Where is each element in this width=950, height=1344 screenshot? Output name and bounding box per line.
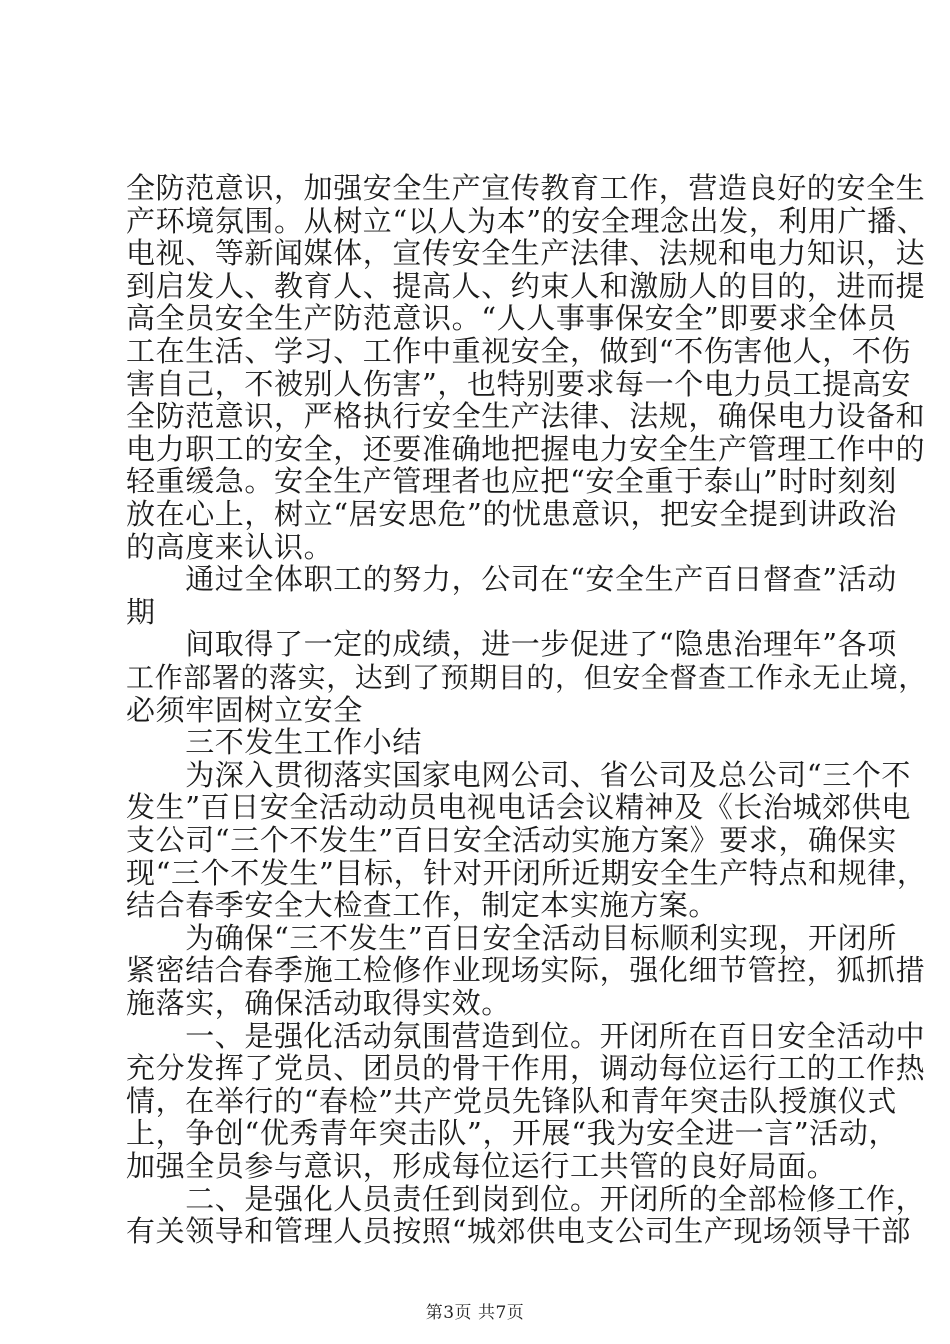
text-line: 放在心上，树立“居安思危”的忧患意识，把安全提到讲政治 [126, 497, 897, 531]
text-line: 电力职工的安全，还要准确地把握电力安全生产管理工作中的 [126, 431, 926, 466]
text-line: 产环境氛围。从树立“以人为本”的安全理念出发，利用广播、 [126, 203, 927, 238]
text-line: 全防范意识，加强安全生产宣传教育工作，营造良好的安全生 [126, 171, 926, 205]
text-line: 有关领导和管理人员按照“城郊供电支公司生产现场领导干部 [126, 1214, 912, 1249]
text-line: 害自己，不被别人伤害”，也特别要求每一个电力员工提高安 [126, 366, 912, 401]
text-line: 上，争创“优秀青年突击队”，开展“我为安全进一言”活动， [126, 1116, 899, 1151]
text-line: 全防范意识，严格执行安全生产法律、法规，确保电力设备和 [126, 399, 926, 434]
text-line: 电视、等新闻媒体，宣传安全生产法律、法规和电力知识，达 [126, 236, 926, 271]
text-line: 一、是强化活动氛围营造到位。开闭所在百日安全活动中 [126, 1018, 926, 1053]
text-line: 轻重缓急。安全生产管理者也应把“安全重于泰山”时时刻刻 [126, 464, 897, 499]
text-line: 为深入贯彻落实国家电网公司、省公司及总公司“三个不 [126, 757, 912, 792]
text-line: 施落实，确保活动取得实效。 [126, 986, 511, 1020]
text-line: 为确保“三不发生”百日安全活动目标顺利实现，开闭所 [126, 920, 897, 955]
page-footer: 第3页 共7页 [425, 1303, 525, 1323]
text-line: 加强全员参与意识，形成每位运行工共管的良好局面。 [126, 1149, 837, 1183]
text-line: 工作部署的落实，达到了预期目的，但安全督查工作永无止境， [126, 661, 927, 694]
text-line: 工在生活、学习、工作中重视安全，做到“不伤害他人，不伤 [126, 334, 912, 368]
text-line: 间取得了一定的成绩，进一步促进了“隐患治理年”各项 [126, 627, 897, 662]
text-line: 三不发生工作小结 [126, 725, 423, 760]
text-line: 发生”百日安全活动动员电视电话会议精神及《长治城郊供电 [126, 790, 912, 825]
text-line: 充分发挥了党员、团员的骨干作用，调动每位运行工的工作热 [126, 1051, 926, 1086]
text-line: 紧密结合春季施工检修作业现场实际，强化细节管控，狐抓措 [126, 953, 926, 988]
text-line: 的高度来认识。 [126, 529, 334, 564]
text-line: 情，在举行的“春检”共产党员先锋队和青年突击队授旗仪式 [126, 1083, 897, 1118]
text-line: 结合春季安全大检查工作，制定本实施方案。 [126, 888, 719, 923]
text-line: 二、是强化人员责任到岗到位。开闭所的全部检修工作， [126, 1181, 926, 1216]
text-line: 到启发人、教育人、提高人、约束人和激励人的目的，进而提 [126, 268, 926, 303]
text-line: 必须牢固树立安全 [126, 692, 363, 727]
text-line: 通过全体职工的努力，公司在“安全生产百日督查”活动 [126, 562, 897, 597]
text-line: 高全员安全生产防范意识。“人人事事保安全”即要求全体员 [126, 301, 897, 336]
text-line: 期 [126, 594, 156, 629]
text-line: 支公司“三个不发生”百日安全活动实施方案》要求，确保实 [126, 823, 897, 857]
text-line: 现“三个不发生”目标，针对开闭所近期安全生产特点和规律， [126, 855, 927, 890]
